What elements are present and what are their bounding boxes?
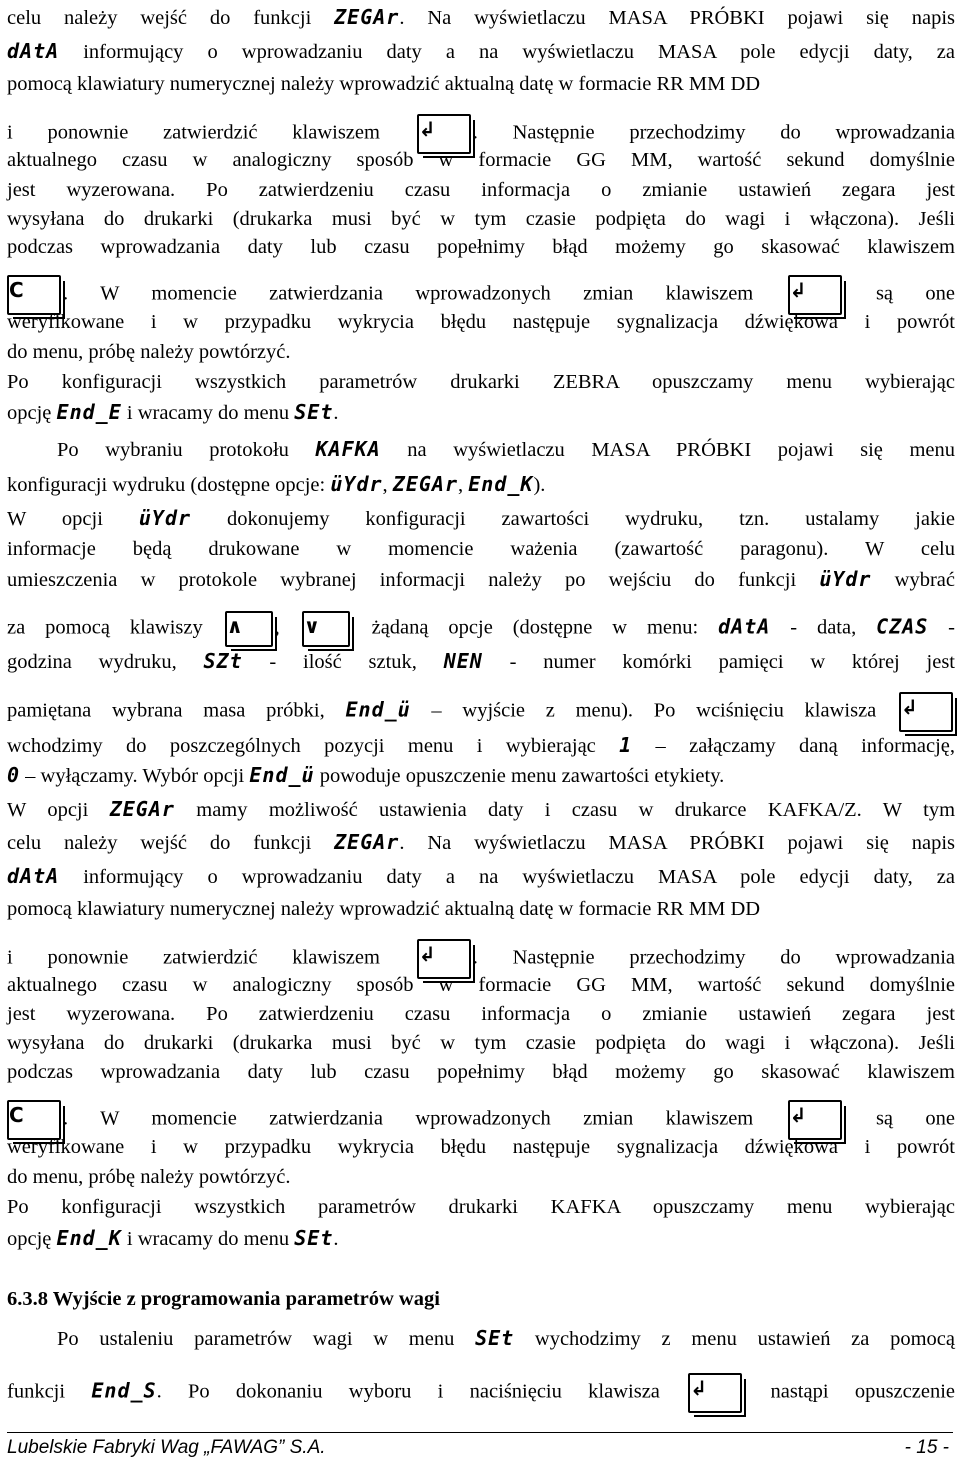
text: za pomocą klawiszy — [7, 616, 223, 639]
text: , — [458, 474, 469, 496]
text: . Po dokonaniu wyboru i naciśnięciu klawisza — [156, 1380, 687, 1403]
text: informujący o wprowadzaniu daty a na wyświetlaczu MASA pole edycji daty, za — [59, 41, 955, 63]
display-code-zegar: ZEGAr — [334, 5, 400, 29]
display-code-set: SEt — [294, 400, 334, 424]
display-code-wydr: üYdr — [138, 506, 192, 530]
text: i ponownie zatwierdzić klawiszem — [7, 121, 415, 144]
text: – wyłączamy. Wybór opcji — [20, 765, 250, 787]
text: informujący o wprowadzaniu daty a na wyświetlaczu MASA pole edycji daty, za — [59, 866, 955, 888]
text: Po wybraniu protokołu — [57, 439, 316, 461]
text-line: pomocą klawiatury numerycznej należy wprowadzić aktualną datę w formacie RR MM DD — [7, 73, 761, 95]
enter-key-icon: ↲ — [788, 275, 842, 315]
text-line — [7, 436, 955, 463]
text-line: Po konfiguracji wszystkich parametrów drukarki KAFKA opuszczamy menu wybierając — [7, 1196, 955, 1218]
text-line: weryfikowane i w przypadku wykrycia błędu następuje sygnalizacja dźwiękowa i powrót — [7, 311, 955, 333]
text: celu należy wejść do funkcji — [7, 7, 335, 29]
text: funkcji — [7, 1380, 92, 1403]
text-line: aktualnego czasu w analogiczny sposób w formacie GG MM, wartość sekund domyślnie — [7, 149, 955, 171]
page-footer — [7, 1432, 953, 1459]
display-code-set: SEt — [475, 1326, 515, 1350]
display-code-end-k: End_K — [56, 1226, 122, 1250]
text: są one — [843, 1107, 955, 1130]
text-line — [7, 505, 955, 532]
text: - numer komórki pamięci w której jest — [482, 651, 956, 673]
text-line: pomocą klawiatury numerycznej należy wprowadzić aktualną datę w formacie RR MM DD — [7, 898, 761, 920]
display-code-kafka: KAFKA — [315, 437, 381, 461]
text: - ilość sztuk, — [242, 651, 444, 673]
display-code-one: 1 — [619, 733, 633, 757]
text: Po ustaleniu parametrów wagi w menu — [57, 1328, 476, 1350]
text-line — [7, 4, 955, 31]
display-code-set: SEt — [294, 1226, 334, 1250]
text: i ponownie zatwierdzić klawiszem — [7, 946, 415, 969]
text-line — [7, 1325, 955, 1352]
text: wchodzimy do poszczególnych pozycji menu i wybierając — [7, 735, 620, 757]
text-line: informacje będą drukowane w momencie ważenia (zawartość paragonu). W celu — [7, 538, 955, 560]
text: . Następnie przechodzimy do wprowadzania — [472, 946, 955, 969]
text: . Na wyświetlaczu MASA PRÓBKI pojawi się napis — [399, 832, 955, 854]
display-code-end-w: End_ü — [345, 697, 411, 722]
section-heading: 6.3.8 Wyjście z programowania parametrów wagi — [7, 1288, 440, 1310]
enter-key-icon: ↲ — [788, 1100, 842, 1140]
display-code-data: dAtA — [718, 614, 771, 639]
text-line — [7, 796, 955, 823]
text: . W momencie zatwierdzania wprowadzonych zmian klawiszem — [63, 282, 786, 305]
display-code-zegar: ZEGAr — [334, 830, 400, 854]
text-line: aktualnego czasu w analogiczny sposób w formacie GG MM, wartość sekund domyślnie — [7, 974, 955, 996]
text-line — [7, 648, 955, 675]
display-code-zegar: ZEGAr — [392, 472, 458, 496]
text-line — [7, 732, 955, 759]
text: powoduje opuszczenie menu zawartości etykiety. — [314, 765, 725, 787]
text: W opcji — [7, 799, 110, 821]
text: opcję — [7, 1228, 57, 1250]
text-line — [7, 1373, 955, 1413]
c-key-icon: C — [7, 275, 61, 315]
text: wychodzimy z menu ustawień za pomocą — [514, 1328, 955, 1350]
text: na wyświetlaczu MASA PRÓBKI pojawi się menu — [380, 439, 955, 461]
text-line: wysyłana do drukarki (drukarka musi być w tym czasie podpięta do wagi i włączona). Jeśli — [7, 1032, 955, 1054]
display-code-data: dAtA — [7, 864, 60, 888]
text-line — [7, 471, 955, 498]
text: ). — [533, 474, 546, 496]
text: umieszczenia w protokole wybranej informacji należy po wejściu do funkcji — [7, 569, 820, 591]
enter-key-icon: ↲ — [417, 114, 471, 154]
text: – załączamy daną informację, — [632, 735, 956, 757]
text-line: podczas wprowadzania daty lub czasu popełnimy błąd możemy go skasować klawiszem — [7, 236, 955, 258]
display-code-nen: NEN — [443, 649, 483, 673]
text: żądaną opcje (dostępne w menu: — [351, 616, 719, 639]
text: pamiętana wybrana masa próbki, — [7, 699, 346, 722]
text: . W momencie zatwierdzania wprowadzonych zmian klawiszem — [63, 1107, 786, 1130]
text-line — [7, 863, 955, 890]
text: . — [333, 1228, 339, 1250]
text: konfiguracji wydruku (dostępne opcje: — [7, 474, 331, 496]
text: celu należy wejść do funkcji — [7, 832, 335, 854]
text-line: do menu, próbę należy powtórzyć. — [7, 1166, 291, 1188]
text-line — [7, 762, 955, 789]
display-code-end-e: End_E — [56, 400, 122, 424]
text: opcję — [7, 402, 57, 424]
display-code-end-k: End_K — [468, 472, 534, 496]
display-code-end-w: End_ü — [249, 763, 315, 787]
text: nastąpi opuszczenie — [744, 1380, 955, 1403]
text: mamy możliwość ustawienia daty i czasu w drukarce KAFKA/Z. W tym — [174, 799, 956, 821]
display-code-end-s: End_S — [91, 1378, 157, 1403]
display-code-zero: 0 — [7, 763, 21, 787]
display-code-wydr: üYdr — [330, 472, 383, 496]
text: - — [928, 616, 956, 639]
text: i wracamy do menu — [121, 402, 295, 424]
text-line — [7, 566, 955, 593]
text: wybrać — [871, 569, 955, 591]
text: . Następnie przechodzimy do wprowadzania — [472, 121, 955, 144]
text: , — [274, 616, 300, 639]
display-code-wydr: üYdr — [819, 567, 872, 591]
text: i wracamy do menu — [121, 1228, 295, 1250]
text-line: weryfikowane i w przypadku wykrycia błędu następuje sygnalizacja dźwiękowa i powrót — [7, 1136, 955, 1158]
text: – wyjście z menu). Po wciśnięciu klawisza — [410, 699, 897, 722]
display-code-czas: CZAS — [876, 614, 929, 639]
text-line — [7, 38, 955, 65]
text-line — [7, 829, 955, 856]
text-line: wysyłana do drukarki (drukarka musi być w tym czasie podpięta do wagi i włączona). Jeśli — [7, 208, 955, 230]
text: W opcji — [7, 508, 139, 530]
text: . — [333, 402, 339, 424]
page-number: - 15 - — [904, 1437, 949, 1458]
text: godzina wydruku, — [7, 651, 204, 673]
c-key-icon: C — [7, 1100, 61, 1140]
enter-key-icon: ↲ — [899, 692, 953, 732]
display-code-szt: SZt — [203, 649, 243, 673]
text: , — [382, 474, 393, 496]
text-line: podczas wprowadzania daty lub czasu popełnimy błąd możemy go skasować klawiszem — [7, 1061, 955, 1083]
text-line: do menu, próbę należy powtórzyć. — [7, 341, 291, 363]
display-code-data: dAtA — [7, 39, 60, 63]
text-line — [7, 1225, 955, 1252]
enter-key-icon: ↲ — [417, 939, 471, 979]
up-key-icon: ∧ — [225, 611, 273, 647]
down-key-icon: ∨ — [302, 611, 350, 647]
text: są one — [843, 282, 955, 305]
text-line — [7, 611, 955, 647]
text-line — [7, 692, 955, 732]
text: dokonujemy konfiguracji zawartości wydruku, tzn. ustalamy jakie — [191, 508, 955, 530]
text-line: Po konfiguracji wszystkich parametrów drukarki ZEBRA opuszczamy menu wybierając — [7, 371, 955, 393]
text-line — [7, 399, 955, 426]
text: . Na wyświetlaczu MASA PRÓBKI pojawi się napis — [399, 7, 955, 29]
enter-key-icon: ↲ — [688, 1373, 742, 1413]
display-code-zegar: ZEGAr — [109, 797, 175, 821]
text-line: jest wyzerowana. Po zatwierdzeniu czasu informacja o zmianie ustawień zegara jest — [7, 179, 955, 201]
text: - data, — [770, 616, 877, 639]
text-line: jest wyzerowana. Po zatwierdzeniu czasu informacja o zmianie ustawień zegara jest — [7, 1003, 955, 1025]
footer-company: Lubelskie Fabryki Wag „FAWAG” S.A. — [7, 1437, 326, 1458]
